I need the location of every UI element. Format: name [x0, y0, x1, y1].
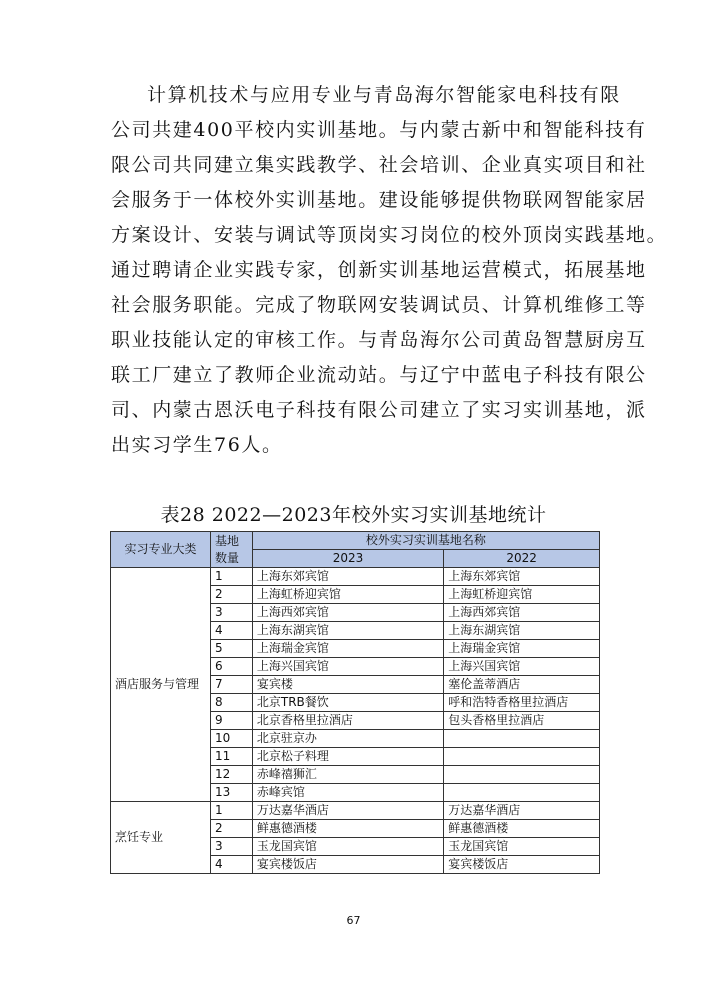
base-2023-cell: 上海瑞金宾馆 — [252, 640, 443, 658]
base-2022-cell: 呼和浩特香格里拉酒店 — [444, 694, 600, 712]
base-2023-cell: 万达嘉华酒店 — [252, 802, 443, 820]
base-number-cell: 2 — [210, 820, 252, 838]
base-2023-cell: 上海西郊宾馆 — [252, 604, 443, 622]
base-2023-cell: 玉龙国宾馆 — [252, 838, 443, 856]
paragraph-line: 司、内蒙古恩沃电子科技有限公司建立了实习实训基地，派 — [111, 399, 647, 421]
base-2022-cell: 上海西郊宾馆 — [444, 604, 600, 622]
base-2023-cell: 北京香格里拉酒店 — [252, 712, 443, 730]
paragraph-line: 出实习学生76人。 — [111, 434, 283, 456]
base-number-cell: 10 — [210, 730, 252, 748]
paragraph-line: 计算机技术与应用专业与青岛海尔智能家电科技有限 — [147, 84, 621, 106]
table-body — [111, 568, 600, 874]
table-title: 表28 2022—2023年校外实习实训基地统计 — [160, 504, 547, 526]
base-2022-cell — [444, 784, 600, 802]
header-count-line1: 基地 — [214, 533, 239, 548]
header-year-2023: 2023 — [252, 550, 443, 568]
base-number-cell: 3 — [210, 604, 252, 622]
base-2022-cell: 上海兴国宾馆 — [444, 658, 600, 676]
paragraph-line: 会服务于一体校外实训基地。建设能够提供物联网智能家居 — [111, 189, 647, 211]
base-2022-cell: 上海东郊宾馆 — [444, 568, 600, 586]
paragraph-line: 联工厂建立了教师企业流动站。与辽宁中蓝电子科技有限公 — [111, 364, 647, 386]
base-number-cell: 1 — [210, 568, 252, 586]
page-number: 67 — [346, 914, 361, 927]
header-year-2022: 2022 — [444, 550, 600, 568]
category-cell: 烹饪专业 — [111, 802, 211, 874]
base-number-cell: 7 — [210, 676, 252, 694]
base-2023-cell: 赤峰宾馆 — [252, 784, 443, 802]
base-2023-cell: 上海兴国宾馆 — [252, 658, 443, 676]
base-2023-cell: 上海东湖宾馆 — [252, 622, 443, 640]
base-2023-cell: 北京松子料理 — [252, 748, 443, 766]
base-2023-cell: 鲜惠德酒楼 — [252, 820, 443, 838]
base-2022-cell: 上海虹桥迎宾馆 — [444, 586, 600, 604]
base-2023-cell: 宴宾楼饭店 — [252, 856, 443, 874]
base-number-cell: 3 — [210, 838, 252, 856]
base-2023-cell: 上海东郊宾馆 — [252, 568, 443, 586]
body-paragraph — [111, 78, 668, 463]
header-category: 实习专业大类 — [111, 532, 211, 568]
base-number-cell: 13 — [210, 784, 252, 802]
base-2022-cell: 玉龙国宾馆 — [444, 838, 600, 856]
header-base-names: 校外实习实训基地名称 — [252, 532, 599, 550]
paragraph-line: 职业技能认定的审核工作。与青岛海尔公司黄岛智慧厨房互 — [111, 329, 647, 351]
paragraph-line: 通过聘请企业实践专家，创新实训基地运营模式，拓展基地 — [111, 259, 647, 281]
training-base-table — [110, 531, 600, 874]
base-number-cell: 6 — [210, 658, 252, 676]
table-row — [111, 802, 600, 820]
base-number-cell: 11 — [210, 748, 252, 766]
base-number-cell: 9 — [210, 712, 252, 730]
base-2023-cell: 北京TRB餐饮 — [252, 694, 443, 712]
base-number-cell: 4 — [210, 622, 252, 640]
paragraph-line: 限公司共同建立集实践教学、社会培训、企业真实项目和社 — [111, 154, 647, 176]
base-2022-cell — [444, 730, 600, 748]
header-count-line2: 数量 — [214, 550, 239, 565]
base-2022-cell: 上海东湖宾馆 — [444, 622, 600, 640]
paragraph-line: 社会服务职能。完成了物联网安装调试员、计算机维修工等 — [111, 294, 647, 316]
base-2022-cell: 万达嘉华酒店 — [444, 802, 600, 820]
paragraph-line: 方案设计、安装与调试等顶岗实习岗位的校外顶岗实践基地。 — [111, 224, 668, 246]
category-cell: 酒店服务与管理 — [111, 568, 211, 802]
base-number-cell: 12 — [210, 766, 252, 784]
base-2022-cell — [444, 748, 600, 766]
base-number-cell: 4 — [210, 856, 252, 874]
base-number-cell: 2 — [210, 586, 252, 604]
base-2022-cell — [444, 766, 600, 784]
base-number-cell: 5 — [210, 640, 252, 658]
paragraph-line: 公司共建400平校内实训基地。与内蒙古新中和智能科技有 — [111, 119, 647, 141]
base-2022-cell: 宴宾楼饭店 — [444, 856, 600, 874]
base-2023-cell: 赤峰禧狮汇 — [252, 766, 443, 784]
base-2023-cell: 上海虹桥迎宾馆 — [252, 586, 443, 604]
table-row — [111, 568, 600, 586]
base-2022-cell: 上海瑞金宾馆 — [444, 640, 600, 658]
base-2023-cell: 北京驻京办 — [252, 730, 443, 748]
base-2022-cell: 塞伦盖蒂酒店 — [444, 676, 600, 694]
header-count — [210, 532, 252, 568]
base-2022-cell: 鲜惠德酒楼 — [444, 820, 600, 838]
base-2022-cell: 包头香格里拉酒店 — [444, 712, 600, 730]
base-2023-cell: 宴宾楼 — [252, 676, 443, 694]
base-number-cell: 8 — [210, 694, 252, 712]
base-number-cell: 1 — [210, 802, 252, 820]
